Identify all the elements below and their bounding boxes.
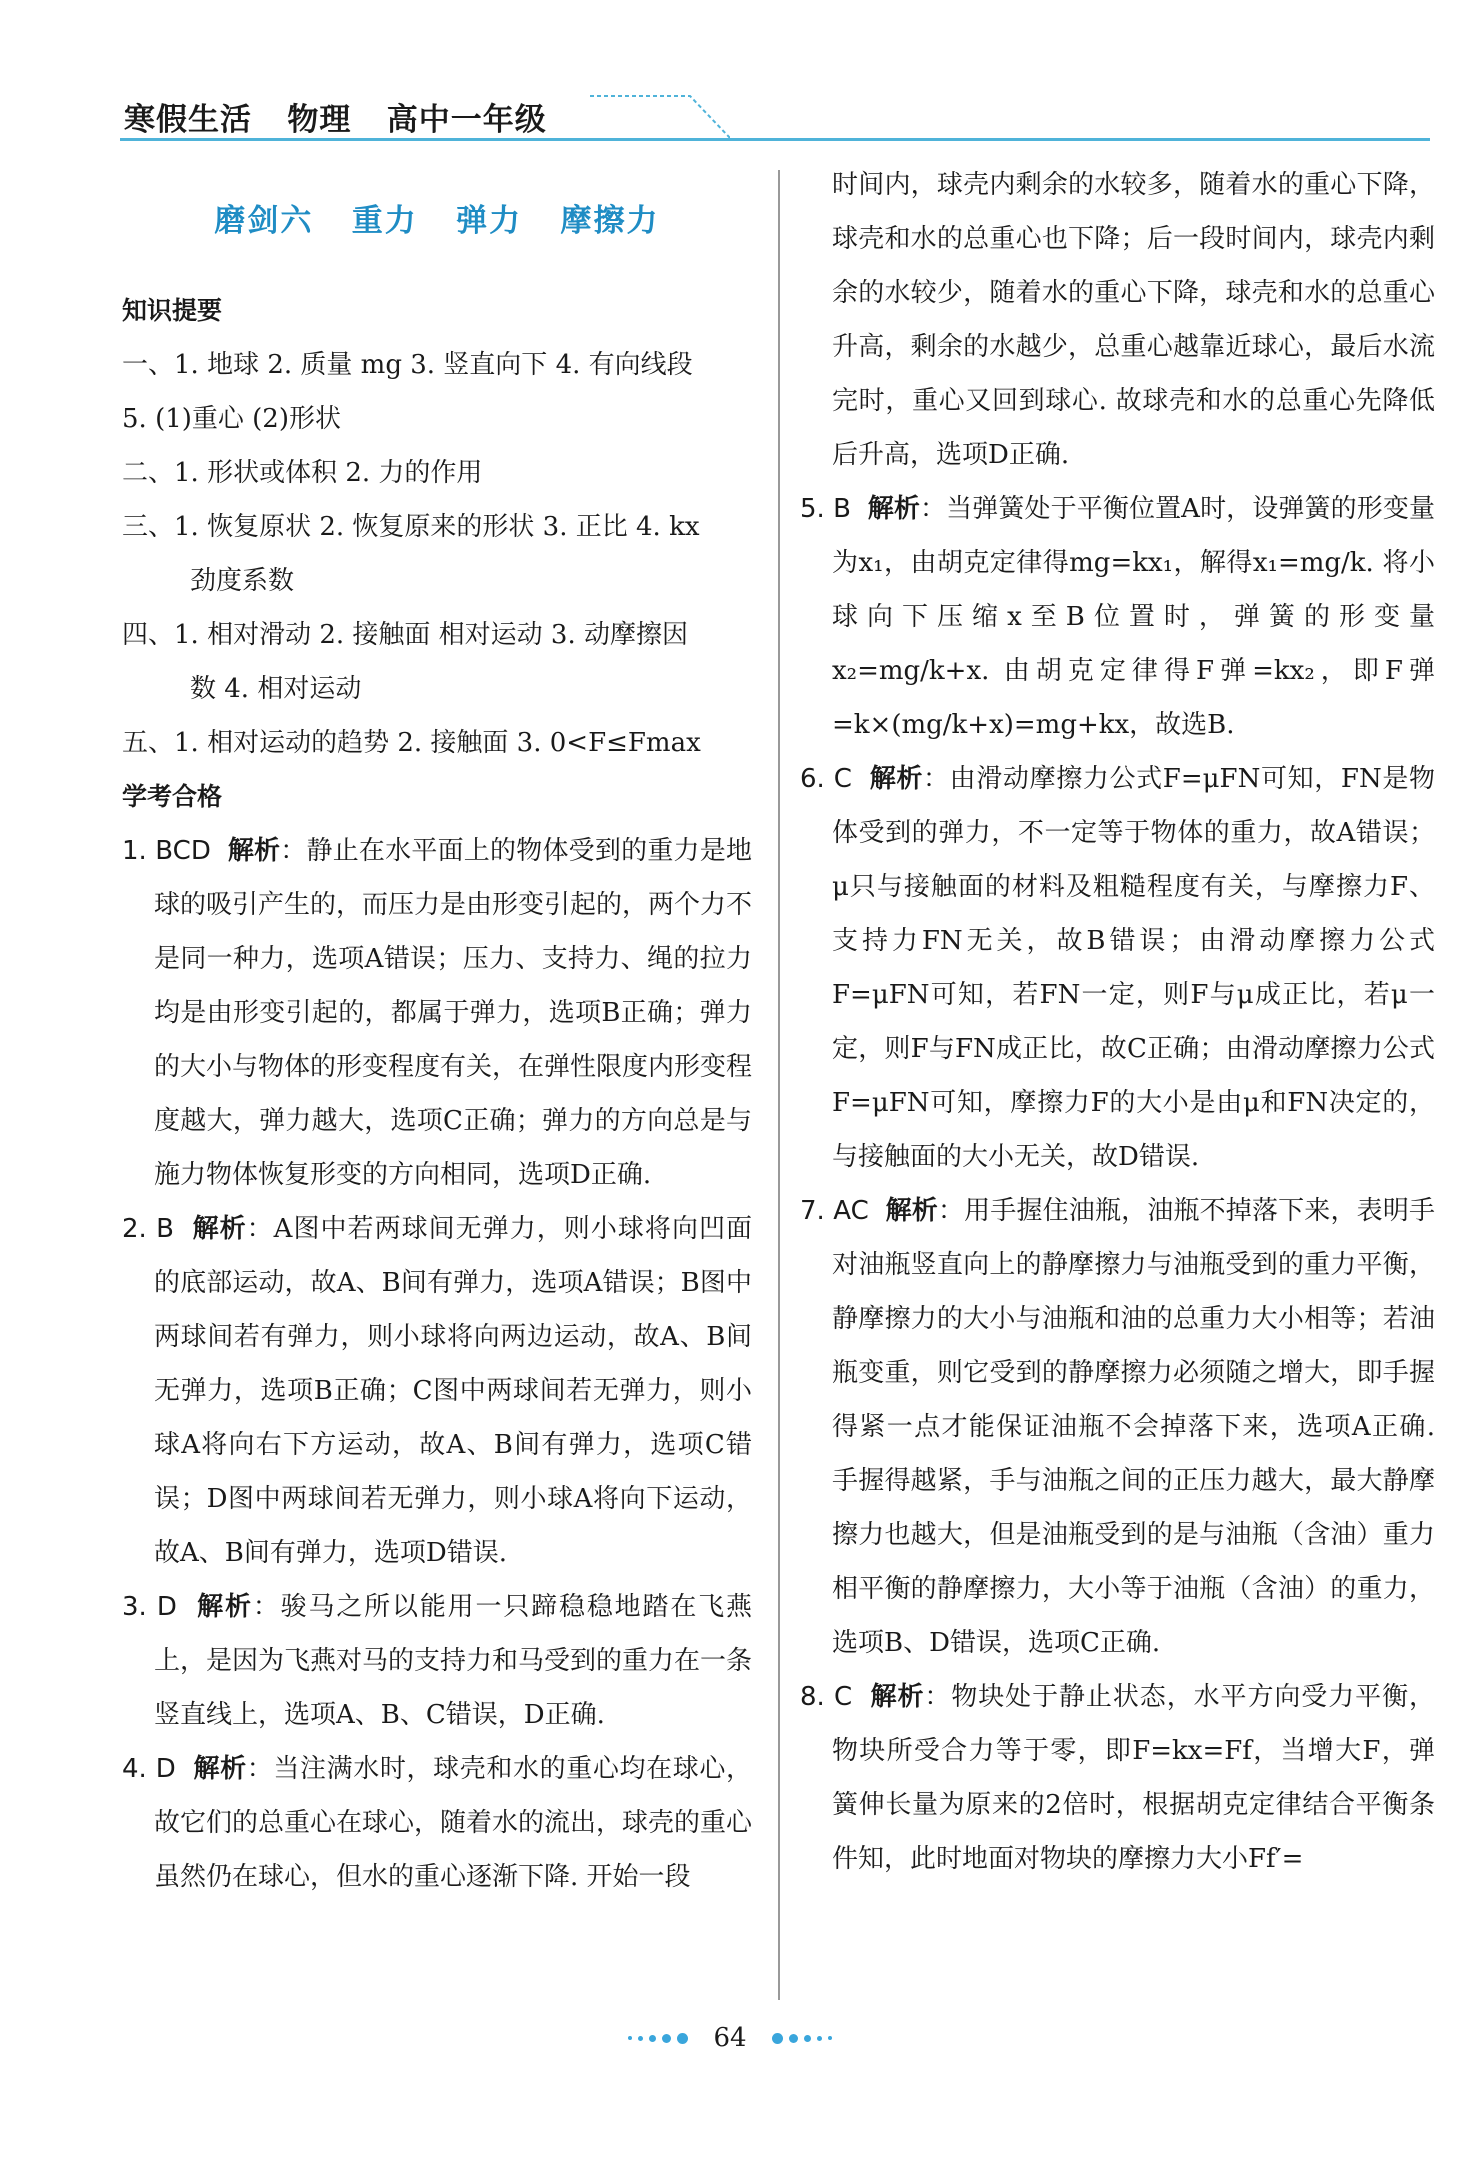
answer-text: ：当弹簧处于平衡位置A时，设弹簧的形变量为x₁，由胡克定律得mg=kx₁，解得x₁=mg/k. 将小球向下压缩x至B位置时，弹簧的形变量x₂=mg/k+x. 由胡克定律得F弹=kx₂，即F弹=k×(mg/k+x)=mg+kx，故选B. [832,494,1435,740]
answer-label: 解析 [869,764,923,794]
knowledge-line: 五、1. 相对运动的趋势 2. 接触面 3. 0<F≤Fmax [122,728,701,758]
answer-number: 3. D [122,1592,177,1622]
knowledge-line: 劲度系数 [190,566,295,596]
answer-continuation: 时间内，球壳内剩余的水较多，随着水的重心下降，球壳和水的总重心也下降；后一段时间内，球壳内剩余的水较少，随着水的重心下降，球壳和水的总重心升高，剩余的水越少，总重心越靠近球心，最后水流完时，重心又回到球心. 故球壳和水的总重心先降低后升高，选项D正确. [832,170,1435,470]
answer-item [122,1202,752,1580]
page-footer [0,2022,1460,2062]
page-header [120,88,1430,148]
answer-text: ：用手握住油瓶，油瓶不掉落下来，表明手对油瓶竖直向上的静摩擦力与油瓶受到的重力平衡，静摩擦力的大小与油瓶和油的总重力大小相等；若油瓶变重，则它受到的静摩擦力必须随之增大，即手握得紧一点才能保证油瓶不会掉落下来，选项A正确. 手握得越紧，手与油瓶之间的正压力越大，最大静摩擦力也越大，但是油瓶受到的是与油瓶（含油）重力相平衡的静摩擦力，大小等于油瓶（含油）的重力，选项B、D错误，选项C正确. [832,1196,1435,1658]
answer-item [122,824,752,1202]
answer-label: 解析 [197,1592,253,1622]
answer-item [800,1184,1435,1670]
knowledge-line: 三、1. 恢复原状 2. 恢复原来的形状 3. 正比 4. kx [122,512,700,542]
left-column [122,190,752,1904]
right-column [800,158,1435,1886]
header-rule [120,138,1430,141]
answer-text: ：当注满水时，球壳和水的重心均在球心，故它们的总重心在球心，随着水的流出，球壳的重心虽然仍在球心，但水的重心逐渐下降. 开始一段 [154,1754,753,1892]
answer-number: 2. B [122,1214,174,1244]
knowledge-heading: 知识提要 [122,296,223,325]
answer-number: 5. B [800,494,852,524]
exam-heading: 学考合格 [122,782,223,811]
left-dots-decoration [625,2022,699,2052]
answer-item [800,1670,1435,1886]
answer-text: ：A图中若两球间无弹力，则小球将向凹面的底部运动，故A、B间有弹力，选项A错误；B图中两球间若有弹力，则小球将向两边运动，故A、B间无弹力，选项B正确；C图中两球间若无弹力，则小球A将向右下方运动，故A、B间有弹力，选项C错误；D图中两球间若无弹力，则小球A将向下运动，故A、B间有弹力，选项D错误. [154,1214,753,1568]
knowledge-line: 5. (1)重心 (2)形状 [122,404,341,434]
answer-label: 解析 [870,1682,925,1712]
answer-number: 1. BCD [122,836,211,866]
knowledge-line: 二、1. 形状或体积 2. 力的作用 [122,458,483,488]
answer-text: ：静止在水平面上的物体受到的重力是地球的吸引产生的，而压力是由形变引起的，两个力不是同一种力，选项A错误；压力、支持力、绳的拉力均是由形变引起的，都属于弹力，选项B正确；弹力的大小与物体的形变程度有关，在弹性限度内形变程度越大，弹力越大，选项C正确；弹力的方向总是与施力物体恢复形变的方向相同，选项D正确. [154,836,753,1190]
page-number: 64 [713,2023,747,2053]
answer-text: ：由滑动摩擦力公式F=μFN可知，FN是物体受到的弹力，不一定等于物体的重力，故A错误；μ只与接触面的材料及粗糙程度有关，与摩擦力F、支持力FN无关，故B错误；由滑动摩擦力公式F=μFN可知，若FN一定，则F与μ成正比，若μ一定，则F与FN成正比，故C正确；由滑动摩擦力公式F=μFN可知，摩擦力F的大小是由μ和FN决定的，与接触面的大小无关，故D错误. [832,764,1435,1172]
knowledge-line: 一、1. 地球 2. 质量 mg 3. 竖直向下 4. 有向线段 [122,350,693,380]
answer-number: 4. D [122,1754,176,1784]
answer-label: 解析 [227,836,281,866]
knowledge-line: 数 4. 相对运动 [190,674,362,704]
header-decoration [590,88,730,138]
answer-number: 7. AC [800,1196,869,1226]
answer-item [800,482,1435,752]
knowledge-line: 四、1. 相对滑动 2. 接触面 相对运动 3. 动摩擦因 [122,620,689,650]
right-dots-decoration [769,2022,835,2052]
answer-item [800,752,1435,1184]
answer-text: ：骏马之所以能用一只蹄稳稳地踏在飞燕上，是因为飞燕对马的支持力和马受到的重力在一条竖直线上，选项A、B、C错误，D正确. [154,1592,753,1730]
answer-label: 解析 [867,494,921,524]
answer-number: 6. C [800,764,852,794]
answer-label: 解析 [192,1214,247,1244]
answer-item [122,1742,752,1904]
answer-label: 解析 [885,1196,938,1226]
answer-item [122,1580,752,1742]
answer-label: 解析 [193,1754,247,1784]
header-title: 寒假生活 物理 高中一年级 [124,102,547,138]
section-title: 磨剑六 重力 弹力 摩擦力 [214,203,660,239]
answer-number: 8. C [800,1682,853,1712]
answer-text: ：物块处于静止状态，水平方向受力平衡，物块所受合力等于零，即F=kx=Ff，当增大F，弹簧伸长量为原来的2倍时，根据胡克定律结合平衡条件知，此时地面对物块的摩擦力大小Ff′= [832,1682,1435,1874]
column-divider [778,170,780,2000]
